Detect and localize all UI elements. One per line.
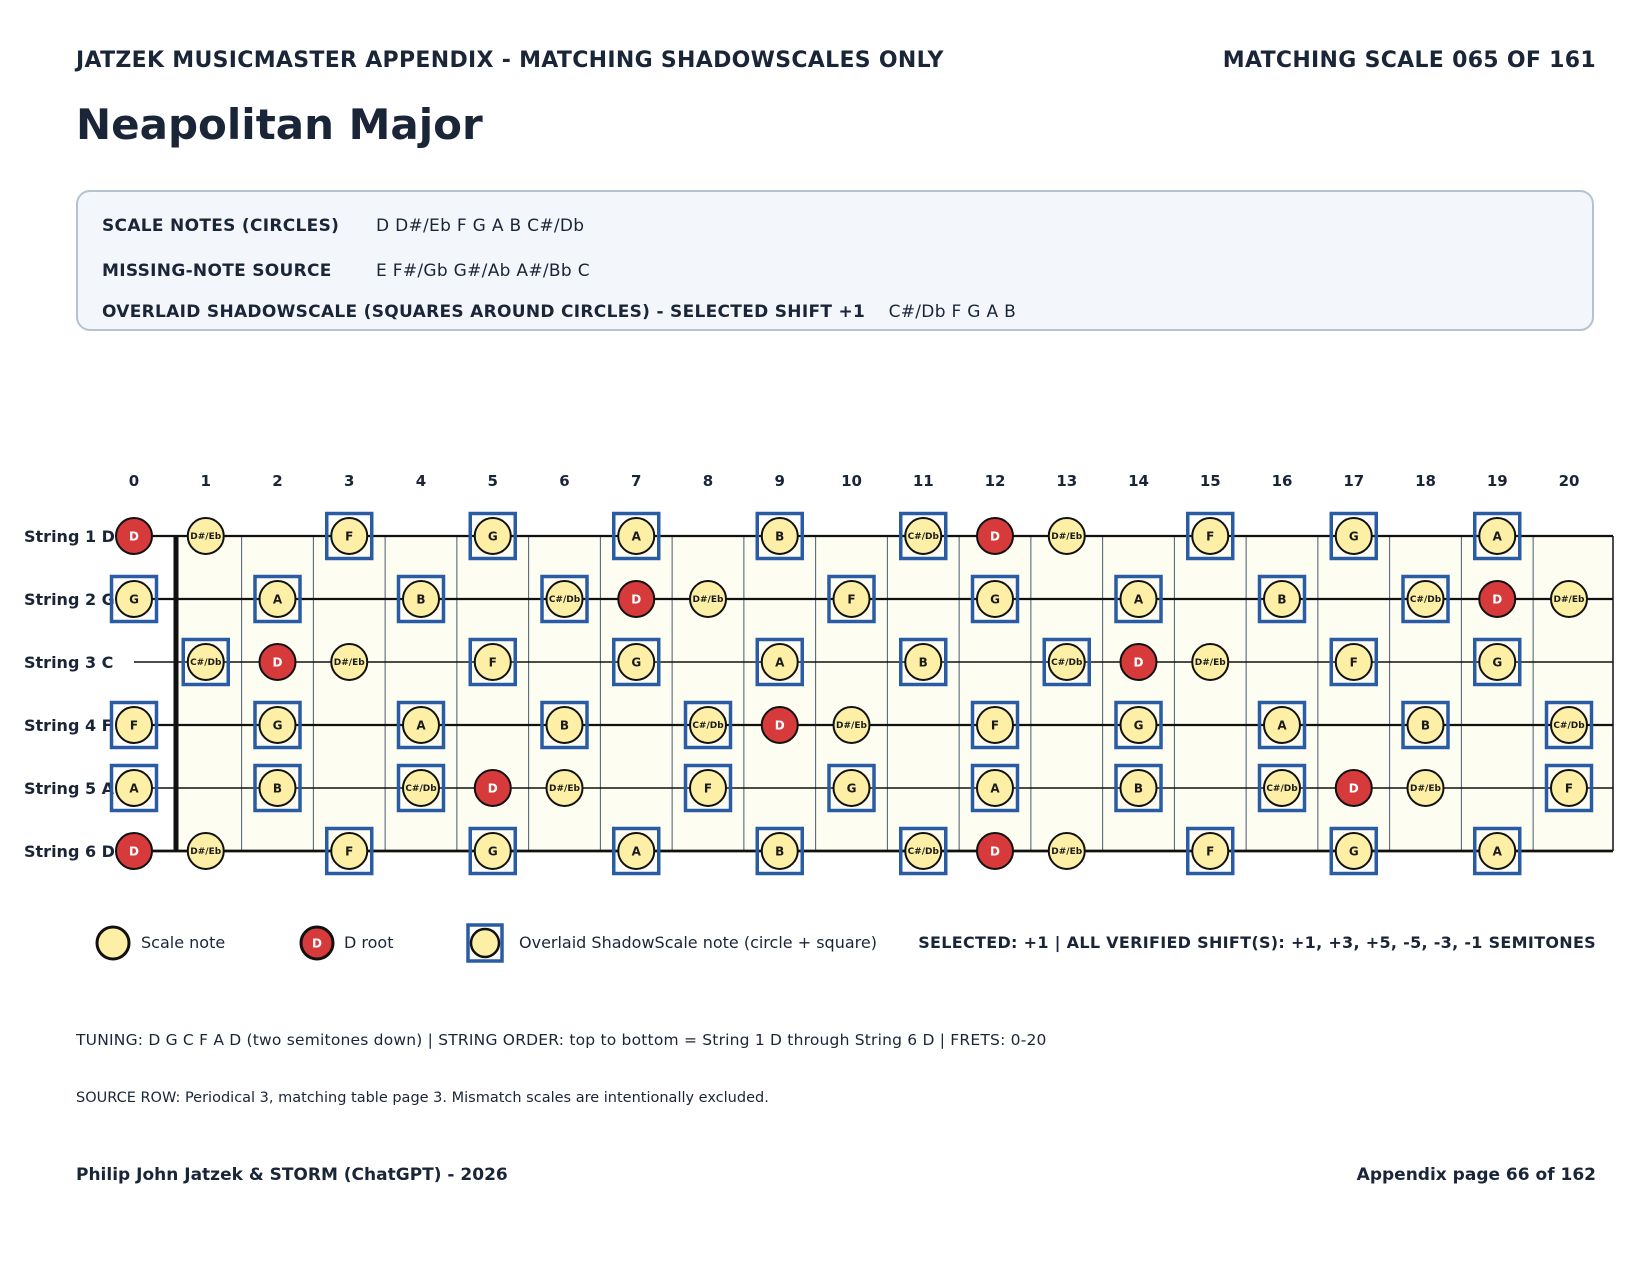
note-label: B (1420, 718, 1431, 733)
note-label: A (631, 529, 641, 544)
note-label: A (1133, 592, 1144, 607)
note-label: A (1277, 718, 1287, 733)
note-label: G (272, 718, 283, 733)
fret-number: 17 (1343, 472, 1365, 490)
note-label: D (990, 844, 1000, 859)
note-label: C#/Db (1553, 721, 1585, 732)
note-label: F (1349, 655, 1358, 670)
fretboard-background (176, 536, 1613, 851)
scale-info-panel (76, 190, 1594, 331)
note-label: D (487, 781, 498, 796)
note-label: D (990, 529, 1000, 544)
note-label: A (1492, 529, 1502, 544)
note-label: G (1492, 655, 1503, 670)
note-label: C#/Db (1266, 784, 1298, 795)
legend-root-label: D root (344, 933, 394, 952)
note-label: C#/Db (907, 847, 939, 858)
note-label: A (129, 781, 139, 796)
fret-number: 12 (984, 472, 1006, 490)
header-title: JATZEK MUSICMASTER APPENDIX - MATCHING SHADOWSCALES ONLY (76, 48, 944, 73)
scale-notes-value: D D#/Eb F G A B C#/Db (376, 216, 585, 236)
note-label: C#/Db (1051, 658, 1083, 669)
string-label: String 6 D (24, 842, 115, 861)
note-label: D#/Eb (333, 658, 365, 669)
source-info: SOURCE ROW: Periodical 3, matching table page 3. Mismatch scales are intentionally excluded. (76, 1090, 769, 1106)
note-label: D#/Eb (1194, 658, 1226, 669)
note-label: F (990, 718, 1000, 733)
note-label: D (1348, 781, 1359, 796)
fret-number: 18 (1415, 472, 1436, 490)
missing-notes-value: E F#/Gb G#/Ab A#/Bb C (376, 261, 590, 281)
note-label: B (918, 655, 928, 670)
string-label: String 2 G (24, 590, 115, 609)
note-label: C#/Db (548, 595, 581, 606)
note-label: A (775, 655, 785, 670)
note-label: G (631, 655, 642, 670)
note-label: D#/Eb (1051, 532, 1083, 543)
fret-number: 9 (774, 472, 785, 490)
note-label: D (129, 844, 139, 859)
note-label: A (272, 592, 283, 607)
note-label: G (487, 529, 498, 544)
note-label: A (990, 781, 1000, 796)
note-label: F (847, 592, 856, 607)
note-label: G (129, 592, 139, 607)
fret-number: 11 (912, 472, 934, 490)
fret-number: 2 (272, 472, 283, 490)
credit-line: Philip John Jatzek & STORM (ChatGPT) - 2026 (76, 1165, 508, 1185)
note-label: D#/Eb (1553, 595, 1585, 606)
note-label: D#/Eb (1051, 847, 1083, 858)
note-label: F (1206, 844, 1215, 859)
legend-overlay-circle-icon (471, 929, 499, 957)
note-label: C#/Db (190, 658, 222, 669)
note-label: D (1492, 592, 1503, 607)
note-label: G (1348, 844, 1359, 859)
page-number: Appendix page 66 of 162 (1356, 1165, 1596, 1185)
note-label: C#/Db (1409, 595, 1442, 606)
note-label: F (488, 655, 497, 670)
scale-counter: MATCHING SCALE 065 OF 161 (1222, 48, 1596, 73)
note-label: G (1133, 718, 1144, 733)
note-label: B (416, 592, 426, 607)
note-label: F (345, 844, 354, 859)
note-label: D#/Eb (190, 847, 222, 858)
note-label: B (775, 844, 785, 859)
note-label: D#/Eb (836, 721, 867, 732)
legend-scale-note-label: Scale note (141, 933, 226, 952)
note-label: F (345, 529, 354, 544)
legend (0, 920, 1650, 970)
shift-summary: SELECTED: +1 | ALL VERIFIED SHIFT(S): +1, +3, +5, -5, -3, -1 SEMITONES (918, 933, 1596, 952)
note-label: B (272, 781, 283, 796)
fretboard-diagram (0, 460, 1650, 880)
fret-number: 13 (1056, 472, 1078, 490)
legend-scale-note-icon (97, 927, 129, 959)
fret-number: 16 (1271, 472, 1293, 490)
fret-number: 15 (1199, 472, 1221, 490)
note-label: D (1133, 655, 1144, 670)
note-label: F (1206, 529, 1215, 544)
fret-number: 10 (841, 472, 862, 490)
note-label: G (1348, 529, 1359, 544)
fret-number: 19 (1486, 472, 1508, 490)
note-label: B (1133, 781, 1144, 796)
string-label: String 1 D (24, 527, 115, 546)
note-label: D (774, 718, 785, 733)
fret-number: 6 (559, 472, 570, 490)
note-label: A (1492, 844, 1502, 859)
note-label: C#/Db (405, 784, 437, 795)
note-label: F (1564, 781, 1574, 796)
note-label: C#/Db (692, 721, 724, 732)
fret-number: 0 (128, 472, 140, 490)
note-label: A (631, 844, 641, 859)
note-label: B (559, 718, 570, 733)
note-label: D#/Eb (190, 532, 222, 543)
note-label: F (129, 718, 139, 733)
note-label: D#/Eb (549, 784, 580, 795)
legend-root-letter: D (312, 936, 322, 951)
overlay-notes-label: OVERLAID SHADOWSCALE (SQUARES AROUND CIRCLES) - SELECTED SHIFT +1 (102, 302, 866, 322)
fret-number: 20 (1558, 472, 1580, 490)
fret-number: 8 (702, 472, 714, 490)
legend-overlay-label: Overlaid ShadowScale note (circle + square) (519, 933, 877, 952)
note-label: D#/Eb (692, 595, 724, 606)
fret-number: 14 (1128, 472, 1149, 490)
scale-notes-label: SCALE NOTES (CIRCLES) (102, 216, 340, 236)
string-label: String 5 A (24, 779, 115, 798)
note-label: D (129, 529, 139, 544)
overlay-notes-value: C#/Db F G A B (888, 302, 1017, 322)
note-label: D#/Eb (1410, 784, 1441, 795)
fret-number: 1 (200, 472, 211, 490)
fret-number: 7 (631, 472, 642, 490)
missing-notes-row (102, 261, 590, 281)
note-label: B (1277, 592, 1287, 607)
note-label: A (416, 718, 426, 733)
note-label: G (487, 844, 498, 859)
overlay-notes-row (102, 302, 1016, 322)
note-label: C#/Db (907, 532, 939, 543)
fret-number: 3 (344, 472, 355, 490)
note-label: D (631, 592, 642, 607)
string-label: String 3 C (24, 653, 114, 672)
missing-notes-label: MISSING-NOTE SOURCE (102, 261, 332, 281)
string-label: String 4 F (24, 716, 113, 735)
scale-notes-row (102, 216, 585, 236)
page-title: Neapolitan Major (76, 100, 483, 149)
fret-number: 5 (487, 472, 498, 490)
note-label: D (272, 655, 283, 670)
note-label: G (846, 781, 857, 796)
note-label: B (775, 529, 785, 544)
note-label: G (990, 592, 1000, 607)
fret-number: 4 (415, 472, 427, 490)
note-label: F (703, 781, 713, 796)
tuning-info: TUNING: D G C F A D (two semitones down) | STRING ORDER: top to bottom = String 1 D through String 6 D | FRETS: 0-20 (76, 1031, 1047, 1049)
